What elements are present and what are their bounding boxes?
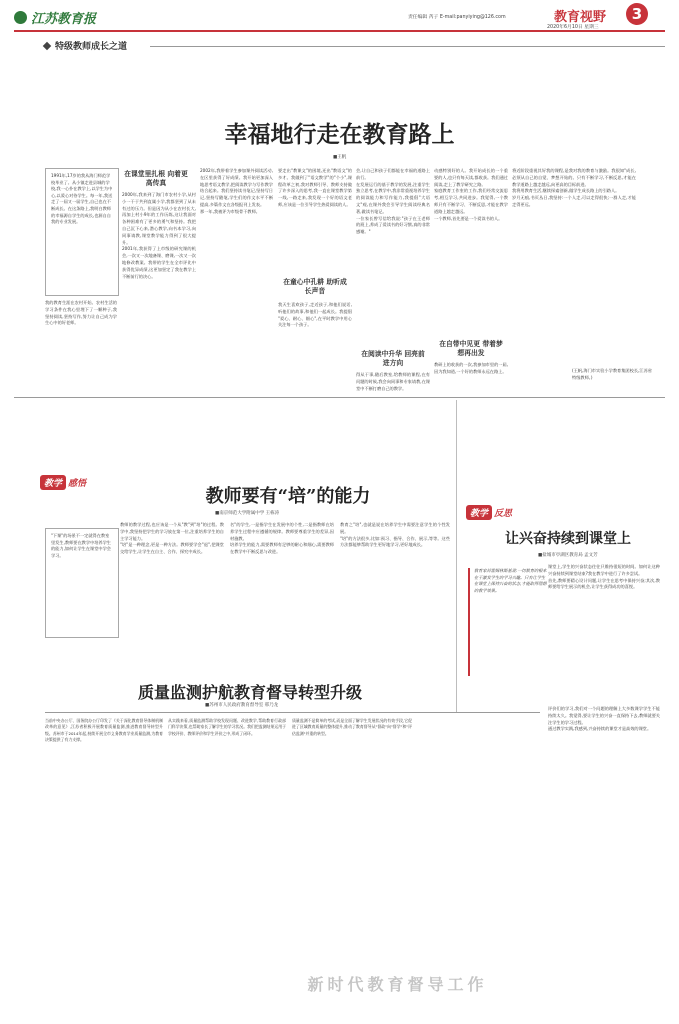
article2-quote: "下课"的场景不一定就得在教室里发生,教师要在教学中培养学生的能力,如何让学生在课堂中学会学习。 xyxy=(45,528,119,638)
article1-col1-end: 我的教育生涯在农村开始。农村生活的学习条件在我心里埋下了一颗种子,我坚持阅读,坚持写作,努力让自己成为学生心中的好老师。 xyxy=(45,300,117,326)
article1-note: (王帆,海门市实验小学教育集团校长,江苏省特级教师。) xyxy=(572,368,652,380)
article3-tag xyxy=(466,505,512,519)
divider-vertical xyxy=(456,400,457,712)
divider-1 xyxy=(14,397,665,398)
article1-col5b: 教研上的收获的一次,我参加市里的一届,因为我知道,一个好的教师永远在路上。 xyxy=(434,362,508,374)
article4-col1: 当前中央办公厅、国务院办公厅印发了《关于深化教育督导体制机制改革的意见》,江苏省积极开展教育质量监测,推进教育督导转型升级。苏州市于2014年起,持续开展全市义务教育学业质量监测,为教育决策提供了有力支撑。 xyxy=(45,718,163,742)
article2-tag xyxy=(40,475,86,489)
article1-subhead-2: 在童心中孔耕 助听成长声音 xyxy=(283,278,347,295)
article1-col5: 动感特别好的人。我开始成长的一个重要的人,也只有每天读,都收获。我们通过阅读,走上了教学研究之路。 家庭教育工作室的工作,我们经常交流思考,相互学习,共同进步。我觉得,一个教师只有不断学习、不断反思,才能在教学道路上越走越远。 一个教师,首先要是一个爱读书的人。 xyxy=(434,168,508,221)
article4-col3: 质量监测不是简单的考试,而是全面了解学生发展状况的有效手段,它促进了区域教育质量的整体提升,推动了教育督导从"督政"向"督学"和"评估监测"并重的转型。 xyxy=(292,718,412,736)
footer-banner: 新时代教育督导工作 xyxy=(307,975,488,994)
article1-title: 幸福地行走在教育路上 xyxy=(224,121,455,148)
article2-col1: 教师的教学过程,也应该是一个从"教"到"培"的过程。教学中,我坚持把学生的学习放在第一位,注重培养学生的自主学习能力。 "培"是一种理念,更是一种方法。教师要学会"退",把课堂交给学生,让学生在自主、合作、探究中成长。 xyxy=(120,522,224,555)
column-banner xyxy=(44,39,127,52)
header-meta-1: 责任编辑 芮子 E-mail:panyiying@126.com xyxy=(408,15,506,20)
column-banner-text: 特级教师成长之道 xyxy=(55,42,128,52)
logo-icon xyxy=(14,11,27,24)
masthead xyxy=(14,6,174,28)
banner-rule xyxy=(150,46,665,47)
article2-byline: ■南京师范大学附属中学 王栋涛 xyxy=(215,511,280,516)
article3-quote: 教育家苏霍姆林斯基说:一切教育的根本在于激发学生的学习兴趣。只有让学生在课堂上保持兴奋的状态,才能取得理想的教学效果。 xyxy=(468,568,548,676)
article2-tag-label: 教学 xyxy=(40,475,66,490)
article1-col3b: 我天生喜欢孩子,走近孩子,和他们说话,听他们的故事,和他们一起成长。我提倡 "爱心、耐心、细心",在平时教学中用心关注每一个孩子。 xyxy=(278,302,354,328)
article2-col2: 名"的学生,一是指学生在发展中的个性,二是指教师在培养学生过程中应遵循的规律。教师要尊重学生的差异,因材施教。 培养学生的能力,需要教师有足够的耐心和细心,需要教师在教学中不断反思与改进。 xyxy=(230,522,334,555)
article4-title: 质量监测护航教育督导转型升级 xyxy=(137,683,362,702)
article2-col3: 教育之"培",也就是说在培养学生中需要注意学生的个性发展。 "培"的方法很多,比如:预习、指导、合作、展示,等等。这些方法都能够帮助学生更好地学习,更好地成长。 xyxy=(340,522,450,548)
article1-byline: ■王帆 xyxy=(333,155,347,160)
page-number: 3 xyxy=(631,5,643,23)
article1-col3: 要走出"教课文"的困境,还出"教语文"的多才。我做到了"语文教学"的"个小",课程改革之初,我对教师引导、教师支持做了许多深入的思考,我一直在课堂教学第一线,一路走来,我发现一个好的语文老师,应该是一位引导学生热爱阅读的人。 xyxy=(278,168,352,207)
divider-2 xyxy=(45,712,540,713)
article1-subhead-4: 在自带中见更 带着梦想再出发 xyxy=(439,340,503,357)
article1-subhead-3: 在阅读中升华 回亮前进方向 xyxy=(361,350,425,367)
page-number-badge xyxy=(626,3,648,25)
article1-quote: 1991年,17岁的我从海门师范学校毕业了。从小镇走进县城的学校,我一心扑在教学上,以学生为中心,以爱心对待学生。每一年,我送走了一届又一届学生,自己也在不断成长。在这条路上,我明白教师的幸福源自学生的成长,也源自自我的专业发展。 xyxy=(45,168,119,296)
diamond-icon xyxy=(43,41,51,49)
article1-col2: 2002年,我带着学生参加课外阅读活动,在区里获得了好成绩。我开始更加深入地思考语文教学,把阅读教学与写作教学结合起来。我们坚持读书笔记,坚持写日记,坚持写随笔,学生们的作文水平不断提高,多篇作文在各级报刊上发表。 那一年,我被评为市级骨干教师。 xyxy=(200,168,273,214)
article2-title: 教师要有“培”的能力 xyxy=(205,486,371,507)
logo-text: 江苏教育报 xyxy=(31,11,97,27)
article4-col2: 从实践来看,质量监测帮助学校发现问题、改进教学,帮助教育行政部门科学决策,也帮助家长了解学生的学习状况。我们把监测结果运用于学校评价、教师评价和学生评价之中,形成了闭环。 xyxy=(168,718,286,736)
section-title: 教育视野 xyxy=(554,10,607,25)
article3-title: 让兴奋持续到课堂上 xyxy=(505,531,631,547)
article3-col2: 评价们的学习,我们对一个问题的理解上大多数课学学生不能持续太久。我觉得,要让学生的兴奋一直保持下去,教师就要关注学生的学习过程。 通过教学实践,我感到,兴奋持续的课堂才是高效的课堂。 xyxy=(548,706,660,732)
article1-subhead-1: 在课堂里扎根 向着更高传真 xyxy=(124,170,188,187)
article3-tag-word: 反思 xyxy=(494,508,513,519)
article1-col4b: 得从于事,随后教室,给教师的课程,在有问题的时候,我会向同事和专家请教,在课堂中不断打磨自己的教学。 xyxy=(356,372,430,391)
article3-tag-label: 教学 xyxy=(466,505,492,520)
article3-byline: ■盐城市亭湖区教育局 孟文芳 xyxy=(538,553,598,558)
article4-col3b xyxy=(418,718,540,998)
article1-col1: 2000年,我来到了海门市农村小学,从村小一干于共到直属小学,我都坚到了从未有过的压力。但是因为从小在农村长大,再加上村小9年的工作历练,这让我面对各种困难有了更多的勇气和坚持。我把自己沉下心来,潜心教学,向书本学习,向同事请教,课堂教学能力得到了很大提升。 2001年,我获得了上市级的研究课的机会,一次又一次地备课、磨课,一次又一次地修改教案。我带的学生在全市评比中获得优异成绩,这更加坚定了我在教学上不断前行的决心。 xyxy=(122,192,196,279)
header-meta-2: 2020年6月10日 星期三 xyxy=(547,25,599,30)
article1-col6: 将近阶段重视其好我的课程,是我对我的教育与激励。我很知"成长,必须从自己的自觉、梦想开始的。只有不断学习,不断反思,才能在教学道路上越走越远,向更高的目标前进。 我将用教育生活,继续探索创新,做学生成长路上的引路人。 岁月无痕,书页丛日,我坚持:一个人走,可以走得很快;一群人走,才能走得更远。 xyxy=(512,168,636,207)
article2-tag-word: 感悟 xyxy=(68,478,87,489)
article3-col1: 课堂上,学生的兴奋状态往往只维持很短的时间。如何让这种兴奋持续到课堂结束?我在教学中进行了许多尝试。 首先,教师要精心设计问题,让学生在思考中保持兴奋;其次,教师要给学生展示的机会,让学生获得成功的喜悦。 xyxy=(548,564,660,590)
header-rule xyxy=(14,30,665,32)
article4-byline: ■苏州市人民政府教育督导室 邢乃龙 xyxy=(205,703,279,708)
article1-col4: 会,让自己和孩子们都能在幸福的道路上前行。 在发展运行的基于教学的发展,注重学生独立思考,在教学中,我非常重视培养学生的阅读能力和写作能力,我提倡"大语文"观,在课外我会引导学生阅读经典名著,做读书笔记。 一位家长曾写信给我说:"孩子在王老师的班上,养成了爱读书的好习惯,真的非常感谢。" xyxy=(356,168,430,235)
